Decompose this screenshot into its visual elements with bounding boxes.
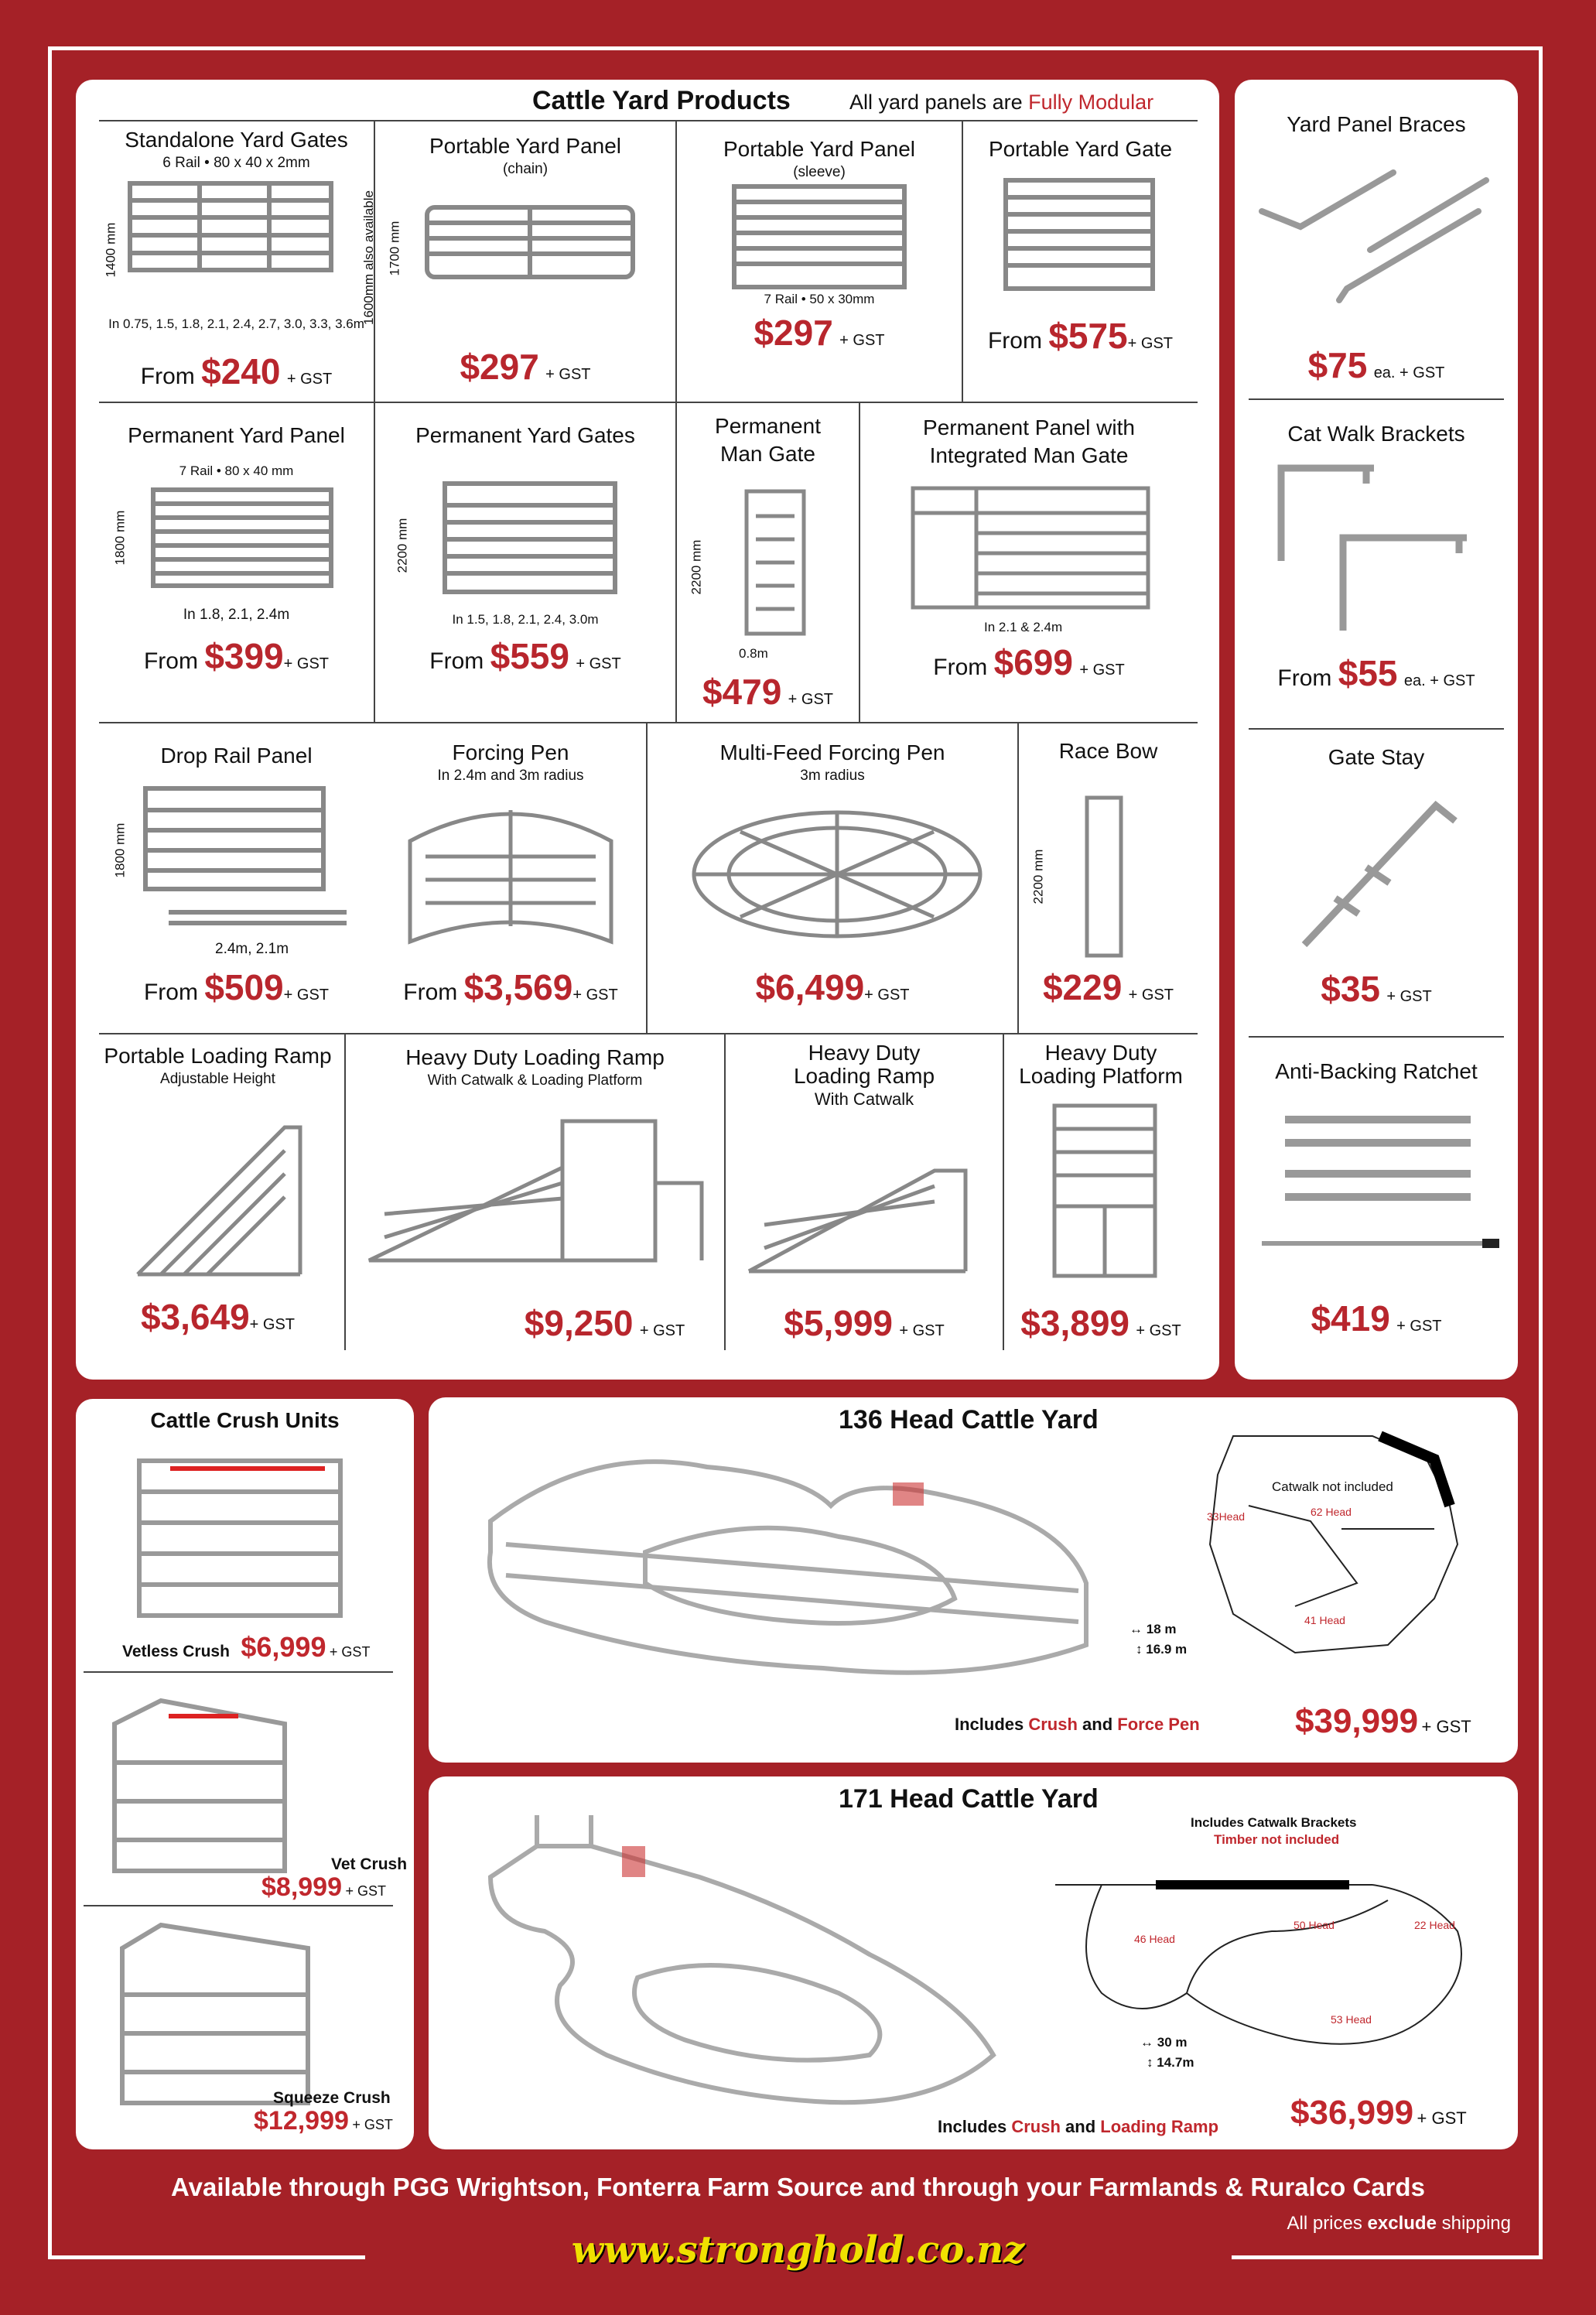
product-title: Permanent Yard Gates bbox=[415, 423, 635, 447]
product-title: Gate Stay bbox=[1328, 745, 1425, 769]
squeeze-crush-name: Squeeze Crush bbox=[273, 2089, 391, 2107]
ramp-image bbox=[130, 1112, 316, 1290]
product-price: $229 + GST bbox=[1042, 967, 1174, 1007]
product-sub: In 2.4m and 3m radius bbox=[437, 768, 584, 784]
brackets-image bbox=[1273, 460, 1482, 638]
product-title: Permanent Panel with bbox=[923, 415, 1135, 439]
product-portable-panel-chain bbox=[375, 132, 675, 402]
product-race-bow bbox=[1019, 737, 1198, 1033]
yard-label: 53 Head bbox=[1331, 2013, 1372, 2026]
divider bbox=[99, 120, 1198, 121]
divider bbox=[99, 722, 1198, 723]
yard-171-title: 171 Head Cattle Yard bbox=[839, 1784, 1099, 1814]
yard-136-panel bbox=[429, 1397, 1518, 1763]
yard-171-includes: Includes Crush and Loading Ramp bbox=[938, 2117, 1219, 2136]
accessory-braces bbox=[1235, 111, 1518, 398]
product-title: Heavy Duty bbox=[1044, 1041, 1157, 1065]
product-spec: 6 Rail • 80 x 40 x 2mm bbox=[162, 155, 310, 171]
product-drop-rail bbox=[99, 742, 374, 1033]
panel-image bbox=[145, 484, 339, 592]
size-list: In 0.75, 1.5, 1.8, 2.1, 2.4, 2.7, 3.0, 3.3, 3.6m bbox=[108, 316, 364, 331]
shipping-note: All prices exclude shipping bbox=[1287, 2213, 1511, 2234]
product-sub: Adjustable Height bbox=[160, 1071, 275, 1087]
product-permanent-panel bbox=[99, 422, 374, 722]
yard-136-includes: Includes Crush and Force Pen bbox=[955, 1715, 1200, 1734]
availability-text: Available through PGG Wrightson, Fonterra Farm Source and through your Farmlands & Ruralco Cards bbox=[171, 2173, 1425, 2201]
braces-image bbox=[1254, 165, 1502, 304]
product-title: Portable Yard Panel bbox=[723, 137, 916, 161]
yard-171-panel bbox=[429, 1776, 1518, 2149]
divider bbox=[84, 1905, 393, 1906]
panel-image bbox=[418, 198, 642, 291]
yard-label: 62 Head bbox=[1311, 1506, 1352, 1518]
accessory-ratchet bbox=[1235, 1058, 1518, 1367]
yard-171-note2: Timber not included bbox=[1214, 1832, 1340, 1847]
vet-crush-name: Vet Crush bbox=[331, 1855, 408, 1873]
height-label: 1800 mm bbox=[112, 510, 128, 566]
divider bbox=[1249, 728, 1504, 730]
panel-image bbox=[726, 179, 912, 295]
product-title: Permanent bbox=[715, 414, 821, 438]
product-price: From $575+ GST bbox=[987, 316, 1174, 356]
products-panel bbox=[76, 80, 1219, 1380]
product-price: From $559 + GST bbox=[429, 636, 621, 676]
size-list: In 1.8, 2.1, 2.4m bbox=[183, 607, 290, 623]
product-price: $5,999 + GST bbox=[784, 1303, 945, 1343]
size-list: 2.4m, 2.1m bbox=[215, 941, 289, 957]
product-price: $479 + GST bbox=[702, 672, 834, 712]
product-price: From $55 ea. + GST bbox=[1277, 653, 1475, 693]
dim-width: ↕ 16.9 m bbox=[1136, 1642, 1188, 1657]
product-price: From $399+ GST bbox=[143, 636, 330, 676]
product-portable-ramp bbox=[91, 1042, 344, 1350]
product-sub: With Catwalk & Loading Platform bbox=[427, 1072, 643, 1089]
product-hd-ramp-catwalk bbox=[726, 1039, 1003, 1350]
vet-crush-image bbox=[99, 1693, 300, 1886]
yard-171-diagram bbox=[1040, 1838, 1496, 2063]
divider bbox=[84, 1671, 393, 1673]
height-label: 2200 mm bbox=[689, 539, 704, 595]
divider bbox=[1249, 398, 1504, 400]
product-title: Permanent Yard Panel bbox=[128, 423, 345, 447]
gate-image bbox=[437, 476, 623, 600]
product-title: Anti-Backing Ratchet bbox=[1275, 1059, 1478, 1083]
product-title: Loading Platform bbox=[1019, 1064, 1183, 1088]
multi-feed-image bbox=[671, 793, 988, 956]
product-title: Portable Yard Panel bbox=[429, 134, 622, 158]
yard-label: 50 Head bbox=[1294, 1919, 1335, 1931]
yard-136-price: $39,999 + GST bbox=[1295, 1702, 1471, 1740]
squeeze-crush-price: $12,999 + GST bbox=[254, 2106, 393, 2135]
yard-171-note1: Includes Catwalk Brackets bbox=[1191, 1815, 1357, 1830]
product-sub: With Catwalk bbox=[814, 1089, 914, 1109]
yard-136-title: 136 Head Cattle Yard bbox=[839, 1405, 1099, 1434]
panel-image bbox=[907, 482, 1154, 614]
product-standalone-gates bbox=[99, 126, 374, 402]
modular-tagline: All yard panels are Fully Modular bbox=[849, 91, 1154, 114]
product-title: Forcing Pen bbox=[452, 740, 569, 764]
gate-image bbox=[122, 177, 339, 278]
website-link[interactable]: www.stronghold.co.nz bbox=[571, 2228, 1025, 2272]
yard-136-diagram bbox=[1202, 1413, 1496, 1676]
vet-crush-price: $8,999 + GST bbox=[261, 1872, 386, 1902]
vetless-crush-image bbox=[124, 1445, 356, 1631]
height-label: 2200 mm bbox=[395, 518, 410, 573]
product-price: $419 + GST bbox=[1311, 1298, 1442, 1339]
product-portable-gate bbox=[963, 135, 1198, 402]
product-title: Portable Yard Gate bbox=[988, 137, 1173, 161]
product-price: $9,250 + GST bbox=[524, 1303, 685, 1343]
platform-image bbox=[1047, 1098, 1163, 1284]
product-panel-man-gate bbox=[860, 414, 1198, 722]
product-sub: (sleeve) bbox=[793, 164, 846, 180]
product-price: $297 + GST bbox=[754, 313, 885, 353]
ramp-image bbox=[361, 1106, 709, 1284]
yard-label: 41 Head bbox=[1304, 1614, 1345, 1626]
size-list: In 2.1 & 2.4m bbox=[984, 620, 1063, 634]
product-price: $6,499+ GST bbox=[755, 967, 910, 1007]
product-title: Loading Ramp bbox=[793, 1064, 935, 1088]
man-gate-image bbox=[740, 485, 810, 640]
crush-panel bbox=[76, 1399, 414, 2149]
product-man-gate bbox=[677, 412, 859, 722]
dim-length: ↔ 30 m bbox=[1140, 2035, 1188, 2050]
product-price: $35 + GST bbox=[1321, 969, 1432, 1009]
divider bbox=[99, 1033, 1198, 1034]
yard-label: 33Head bbox=[1207, 1510, 1246, 1523]
height-label: 1800 mm bbox=[112, 822, 128, 878]
panel-image bbox=[138, 781, 354, 935]
product-title: Race Bow bbox=[1058, 739, 1158, 763]
product-price: $75 ea. + GST bbox=[1307, 345, 1445, 385]
product-forcing-pen bbox=[375, 739, 646, 1033]
catwalk-note: Catwalk not included bbox=[1272, 1479, 1393, 1494]
product-price: $3,649+ GST bbox=[140, 1297, 296, 1337]
product-title: Multi-Feed Forcing Pen bbox=[719, 740, 945, 764]
squeeze-crush-image bbox=[107, 1917, 323, 2118]
ratchet-image bbox=[1254, 1104, 1502, 1259]
divider bbox=[1249, 1036, 1504, 1038]
height-label: 1700 mm bbox=[387, 221, 402, 276]
page-title: Cattle Yard Products bbox=[532, 86, 791, 115]
product-sub: 3m radius bbox=[800, 768, 865, 784]
crush-title: Cattle Crush Units bbox=[150, 1408, 340, 1432]
product-title: Man Gate bbox=[720, 442, 815, 466]
product-sub: (chain) bbox=[502, 161, 549, 177]
product-portable-panel-sleeve bbox=[677, 135, 962, 402]
product-price: $3,899 + GST bbox=[1020, 1303, 1181, 1343]
product-hd-platform bbox=[1004, 1039, 1198, 1350]
product-price: From $3,569+ GST bbox=[403, 967, 618, 1007]
product-title: Portable Loading Ramp bbox=[104, 1044, 332, 1068]
height-label: 1400 mm bbox=[103, 222, 118, 278]
product-title: Cat Walk Brackets bbox=[1287, 422, 1465, 446]
forcing-pen-image bbox=[395, 795, 627, 957]
product-title: Drop Rail Panel bbox=[160, 744, 313, 768]
yard-label: 22 Head bbox=[1414, 1919, 1455, 1931]
product-price: From $509+ GST bbox=[143, 967, 330, 1007]
yard-171-price: $36,999 + GST bbox=[1290, 2094, 1467, 2132]
yard-label: 46 Head bbox=[1134, 1933, 1175, 1945]
product-title: Yard Panel Braces bbox=[1287, 112, 1466, 136]
product-title: Heavy Duty bbox=[808, 1041, 921, 1065]
vetless-crush-price: Vetless Crush $6,999 + GST bbox=[122, 1631, 371, 1663]
yard-136-image bbox=[475, 1428, 1140, 1699]
accessory-catwalk-brackets bbox=[1235, 420, 1518, 728]
product-title: Heavy Duty Loading Ramp bbox=[405, 1045, 665, 1069]
product-spec: 7 Rail • 80 x 40 mm bbox=[179, 463, 294, 478]
alt-height-label: 1600mm also available bbox=[361, 190, 376, 325]
dim-width: ↕ 14.7m bbox=[1147, 2055, 1194, 2070]
product-hd-ramp bbox=[346, 1044, 724, 1350]
size-list: In 1.5, 1.8, 2.1, 2.4, 3.0m bbox=[452, 612, 599, 627]
height-label: 2200 mm bbox=[1030, 849, 1046, 904]
yard-171-image bbox=[467, 1800, 1071, 2117]
product-title: Standalone Yard Gates bbox=[125, 128, 348, 152]
accessories-panel bbox=[1235, 80, 1518, 1380]
accessory-gate-stay bbox=[1235, 744, 1518, 1036]
product-title: Integrated Man Gate bbox=[929, 443, 1129, 467]
product-price: From $699 + GST bbox=[933, 642, 1125, 682]
product-price: $297 + GST bbox=[460, 347, 591, 387]
product-multi-feed-pen bbox=[648, 739, 1017, 1033]
ramp-image bbox=[741, 1132, 973, 1279]
width-label: 0.8m bbox=[739, 646, 768, 661]
gate-image bbox=[998, 173, 1160, 296]
divider bbox=[99, 402, 1198, 403]
product-permanent-gates bbox=[375, 422, 675, 722]
dim-length: ↔ 18 m bbox=[1130, 1622, 1177, 1636]
race-bow-image bbox=[1081, 792, 1127, 962]
gate-stay-image bbox=[1289, 790, 1467, 952]
product-spec: 7 Rail • 50 x 30mm bbox=[764, 292, 875, 306]
product-price: From $240 + GST bbox=[140, 351, 333, 392]
